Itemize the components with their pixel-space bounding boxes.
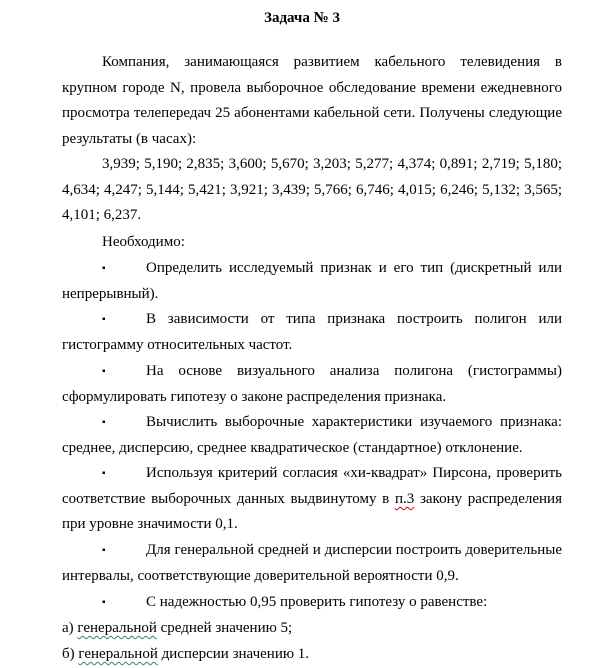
bullet-icon: ▪ [102, 366, 106, 377]
intro-line: просмотра телепередач 25 абонентами кабельной сети. Получены следующие [62, 105, 562, 122]
bullet-icon: ▪ [102, 597, 106, 608]
sub-item-a [62, 616, 562, 642]
bullet-icon: ▪ [102, 314, 106, 325]
sub-prefix: б) [62, 646, 79, 662]
task-item-3 [62, 359, 562, 410]
task-item-7 [62, 590, 562, 616]
data-text-1: 3,939; 5,190; 2,835; 3,600; 5,670; 3,203; 5,277; 4,374; 0,891; 2,719; 5,180; [102, 156, 562, 172]
needed-paragraph [62, 230, 562, 256]
section-reference: п.3 [394, 490, 415, 507]
task-line: непрерывный). [62, 285, 159, 302]
task-item-2 [62, 307, 562, 358]
task-line: сформулировать гипотезу о законе распределения признака. [62, 388, 447, 405]
task-text: закону распределения [414, 490, 562, 507]
task-text: Используя критерий согласия «хи-квадрат» Пирсона, проверить [146, 465, 562, 482]
task-line [62, 256, 562, 282]
data-values-paragraph [62, 152, 562, 229]
task-line [62, 461, 562, 487]
task-text: На основе визуального анализа полигона (гистограммы) [146, 363, 562, 380]
task-item-1 [62, 256, 562, 307]
task-line [62, 359, 562, 385]
intro-line: результаты (в часах): [62, 130, 197, 147]
task-line [62, 307, 562, 333]
task-item-6 [62, 538, 562, 589]
task-line: при уровне значимости 0,1. [62, 516, 238, 533]
task-line: гистограмму относительных частот. [62, 336, 293, 353]
task-line [62, 410, 562, 436]
sub-prefix: а) [62, 620, 78, 636]
task-text: С надежностью 0,95 проверить гипотезу о равенстве: [146, 594, 488, 611]
task-item-4 [62, 410, 562, 461]
intro-line [62, 50, 562, 76]
task-line [62, 487, 562, 513]
sub-word: генеральной [77, 620, 157, 636]
task-line: интервалы, соответствующие доверительной вероятности 0,9. [62, 567, 459, 584]
sub-line [62, 616, 562, 642]
data-line: 4,101; 6,237. [62, 207, 142, 224]
task-text: Для генеральной средней и дисперсии построить доверительные [146, 542, 562, 559]
intro-paragraph [62, 50, 562, 152]
data-line [62, 152, 562, 178]
data-line: 4,634; 4,247; 5,144; 5,421; 3,921; 3,439; 5,766; 6,746; 4,015; 6,246; 5,132; 3,565; [62, 181, 562, 198]
task-line [62, 538, 562, 564]
needed-line [62, 230, 562, 256]
task-text: Определить исследуемый признак и его тип (дискретный или [146, 260, 562, 277]
bullet-icon: ▪ [102, 468, 106, 479]
task-text: Вычислить выборочные характеристики изучаемого признака: [146, 414, 562, 431]
bullet-icon: ▪ [102, 417, 106, 428]
task-text: В зависимости от типа признака построить полигон или [146, 311, 562, 328]
task-title: Задача № 3 [264, 10, 340, 26]
task-text: соответствие выборочных данных выдвинутому в [62, 490, 395, 507]
sub-text: дисперсии значению 1. [157, 646, 310, 662]
needed-label: Необходимо: [102, 234, 185, 250]
bullet-icon: ▪ [102, 263, 106, 274]
sub-word: генеральной [78, 646, 158, 662]
sub-text: средней значению 5; [156, 620, 293, 636]
task-line [62, 590, 562, 616]
intro-line: крупном городе N, провела выборочное обследование времени ежедневного [62, 79, 562, 96]
task-item-5 [62, 461, 562, 538]
intro-text-1: Компания, занимающаяся развитием кабельного телевидения в [102, 54, 562, 70]
bullet-icon: ▪ [102, 545, 106, 556]
task-line: среднее, дисперсию, среднее квадратическое (стандартное) отклонение. [62, 439, 523, 456]
